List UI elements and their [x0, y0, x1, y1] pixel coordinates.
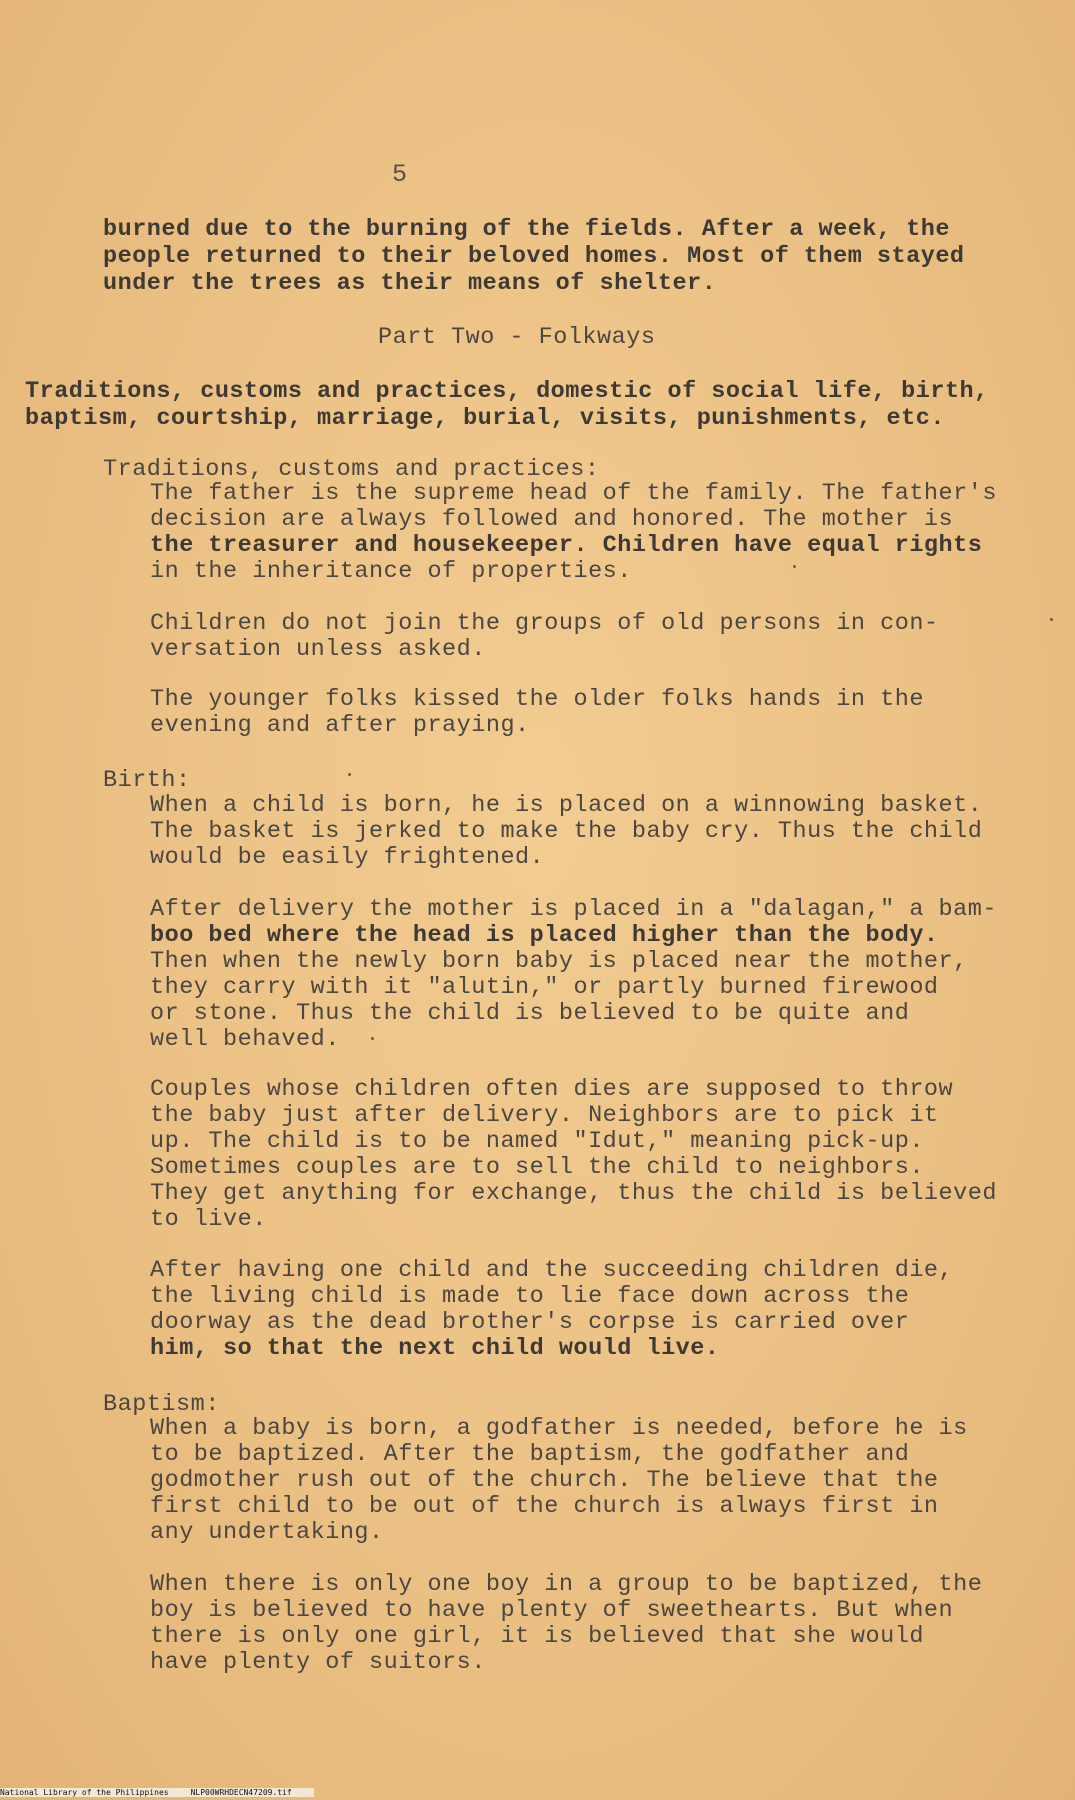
text-line: When a baby is born, a godfather is needed, before he is — [150, 1415, 968, 1442]
subsection-heading: Traditions, customs and practices: — [103, 456, 600, 483]
text-line: godmother rush out of the church. The believe that the — [150, 1467, 939, 1494]
text-line: have plenty of suitors. — [150, 1649, 486, 1676]
text-line: evening and after praying. — [150, 712, 530, 739]
text-line: When a child is born, he is placed on a winnowing basket. — [150, 792, 983, 819]
text-line: Then when the newly born baby is placed near the mother, — [150, 948, 968, 975]
text-line: any undertaking. — [150, 1519, 384, 1546]
text-line: well behaved. — [150, 1026, 340, 1053]
text-line: Couples whose children often dies are supposed to throw — [150, 1076, 954, 1103]
file-name: NLP00WRHDECN47209.tif — [190, 1788, 292, 1797]
paper-speck — [348, 773, 351, 776]
section-heading: Part Two - Folkways — [378, 324, 656, 351]
text-line: to live. — [150, 1206, 267, 1233]
subsection-heading: Baptism: — [103, 1391, 220, 1418]
text-line: the treasurer and housekeeper. Children have equal rights — [150, 532, 983, 559]
text-line: boy is believed to have plenty of sweethearts. But when — [150, 1597, 954, 1624]
text-line: The father is the supreme head of the family. The father's — [150, 480, 997, 507]
text-line: up. The child is to be named "Idut," meaning pick-up. — [150, 1128, 924, 1155]
text-line: would be easily frightened. — [150, 844, 545, 871]
library-credit: National Library of the Philippines — [0, 1788, 169, 1797]
text-line: boo bed where the head is placed higher than the body. — [150, 922, 939, 949]
text-line: to be baptized. After the baptism, the godfather and — [150, 1441, 910, 1468]
text-line: doorway as the dead brother's corpse is carried over — [150, 1309, 910, 1336]
text-line: The younger folks kissed the older folks hands in the — [150, 686, 924, 713]
paper-speck — [793, 565, 796, 568]
text-line: After having one child and the succeeding children die, — [150, 1257, 954, 1284]
text-line: the living child is made to lie face down across the — [150, 1283, 910, 1310]
page-number: 5 — [392, 160, 408, 189]
text-line: under the trees as their means of shelter. — [103, 270, 717, 297]
text-line: baptism, courtship, marriage, burial, visits, punishments, etc. — [25, 405, 945, 432]
text-line: decision are always followed and honored. The mother is — [150, 506, 954, 533]
text-line: him, so that the next child would live. — [150, 1335, 720, 1362]
text-line: in the inheritance of properties. — [150, 558, 632, 585]
paper-speck — [1050, 618, 1053, 621]
text-line: They get anything for exchange, thus the child is believed — [150, 1180, 997, 1207]
text-line: first child to be out of the church is always first in — [150, 1493, 939, 1520]
text-line: people returned to their beloved homes. Most of them stayed — [103, 243, 965, 270]
text-line: burned due to the burning of the fields. After a week, the — [103, 216, 950, 243]
text-line: versation unless asked. — [150, 636, 486, 663]
text-line: or stone. Thus the child is believed to be quite and — [150, 1000, 910, 1027]
text-line: The basket is jerked to make the baby cry. Thus the child — [150, 818, 983, 845]
text-line: Traditions, customs and practices, domestic of social life, birth, — [25, 378, 989, 405]
text-line: Sometimes couples are to sell the child to neighbors. — [150, 1154, 924, 1181]
text-line: they carry with it "alutin," or partly burned firewood — [150, 974, 939, 1001]
paper-speck — [371, 1037, 374, 1040]
scan-footer — [0, 1788, 314, 1797]
text-line: the baby just after delivery. Neighbors are to pick it — [150, 1102, 939, 1129]
subsection-heading: Birth: — [103, 767, 191, 794]
text-line: there is only one girl, it is believed that she would — [150, 1623, 924, 1650]
text-line: When there is only one boy in a group to be baptized, the — [150, 1571, 983, 1598]
text-line: Children do not join the groups of old persons in con- — [150, 610, 939, 637]
text-line: After delivery the mother is placed in a "dalagan," a bam- — [150, 896, 997, 923]
